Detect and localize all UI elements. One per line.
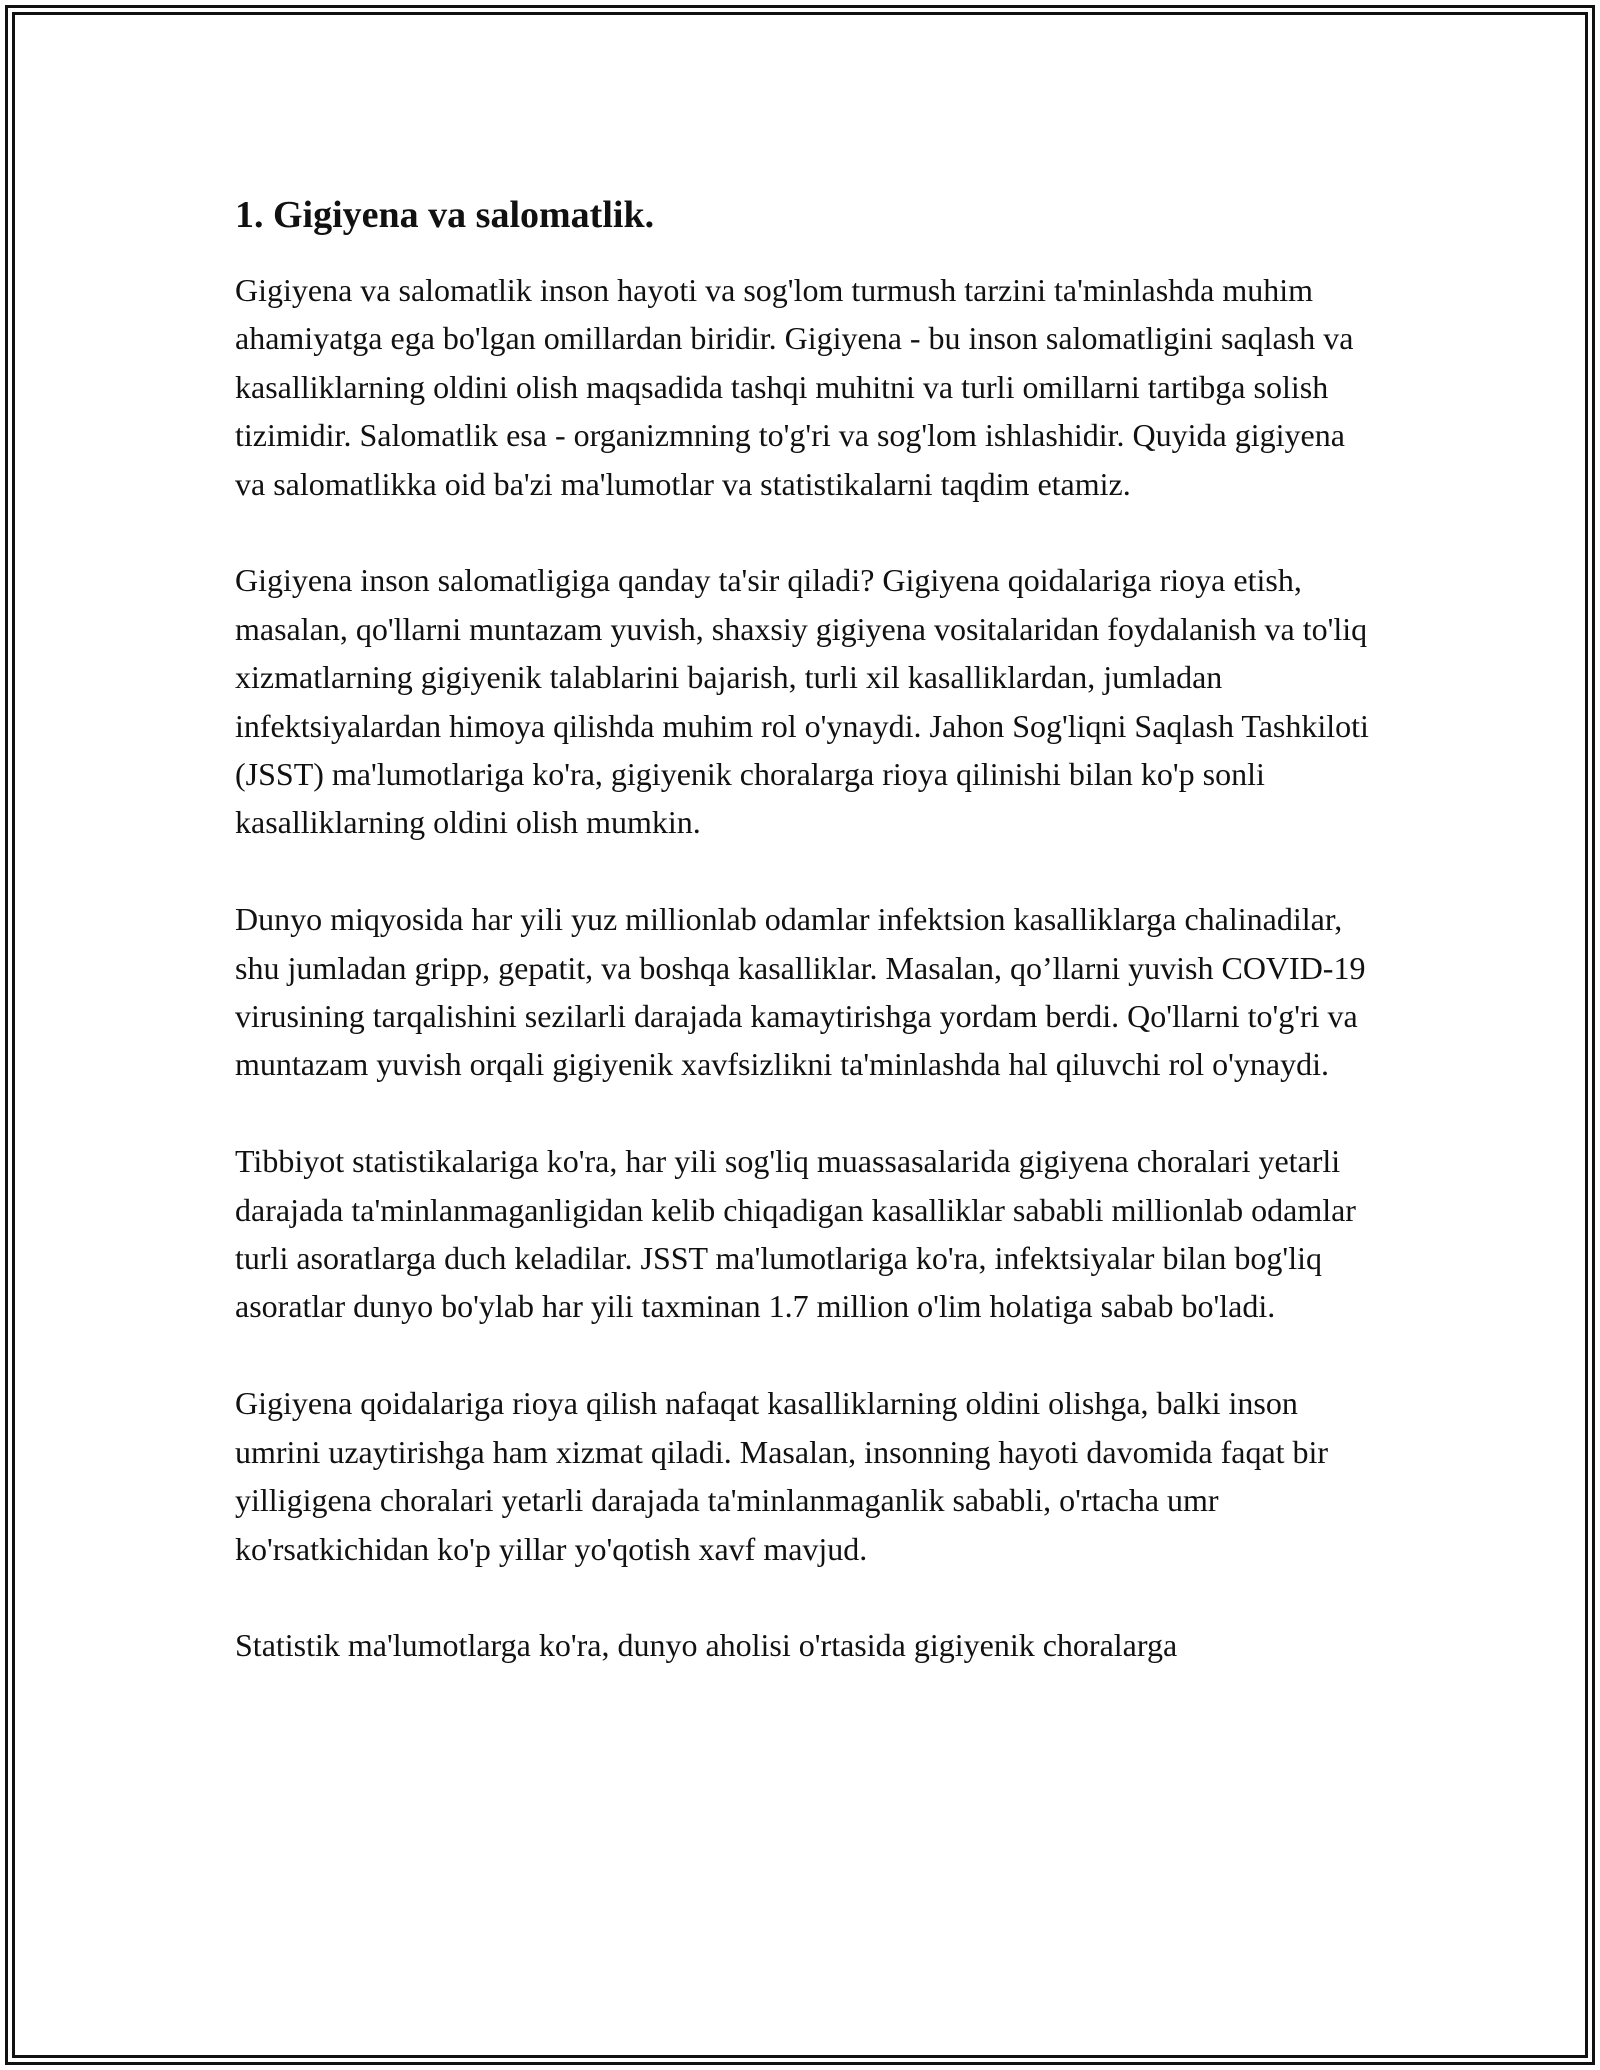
paragraph-life-extension: Gigiyena qoidalariga rioya qilish nafaqat kasalliklarning oldini olishga, balki inson umrini uzaytirishga ham xizmat qiladi. Masalan, insonning hayoti davomida faqat bir yilligigena choralari yetarli darajada ta'minlanmaganlik sababli, o'rtacha umr ko'rsatkichidan ko'p yillar yo'qotish xavf mavjud.	[235, 1385, 1329, 1567]
paragraph-hygiene-effect: Gigiyena inson salomatligiga qanday ta'sir qiladi? Gigiyena qoidalariga rioya etish, masalan, qo'llarni muntazam yuvish, shaxsiy gigiyena vositalaridan foydalanish va to'liq xizmatlarning gigiyenik talablarini bajarish, turli xil kasalliklardan, jumladan infektsiyalardan himoya qilishda muhim rol o'ynaydi. Jahon Sog'liqni Saqlash Tashkiloti (JSST) ma'lumotlariga ko'ra, gigiyenik choralarga rioya qilinishi bilan ko'p sonli kasalliklarning oldini olish mumkin.	[235, 562, 1369, 841]
section-heading: 1. Gigiyena va salomatlik.	[235, 194, 655, 236]
paragraph-world-infections: Dunyo miqyosida har yili yuz millionlab odamlar infektsion kasalliklarga chalinadilar, shu jumladan gripp, gepatit, va boshqa kasalliklar. Masalan, qo’llarni yuvish COVID-19 virusining tarqalishini sezilarli darajada kamaytirishga yordam berdi. Qo'llarni to'g'ri va muntazam yuvish orqali gigiyenik xavfsizlikni ta'minlashda hal qiluvchi rol o'ynaydi.	[235, 901, 1366, 1083]
paragraph-medical-statistics: Tibbiyot statistikalariga ko'ra, har yili sog'liq muassasalarida gigiyena choralari yetarli darajada ta'minlanmaganligidan kelib chiqadigan kasalliklar sababli millionlab odamlar turli asoratlarga duch keladilar. JSST ma'lumotlariga ko'ra, infektsiyalar bilan bog'liq asoratlar dunyo bo'ylab har yili taxminan 1.7 million o'lim holatiga sabab bo'ladi.	[235, 1143, 1356, 1325]
paragraph-statistics-continued: Statistik ma'lumotlarga ko'ra, dunyo aholisi o'rtasida gigiyenik choralarga	[235, 1627, 1178, 1664]
paragraph-intro: Gigiyena va salomatlik inson hayoti va sog'lom turmush tarzini ta'minlashda muhim ahamiyatga ega bo'lgan omillardan biridir. Gigiyena - bu inson salomatligini saqlash va kasalliklarning oldini olish maqsadida tashqi muhitni va turli omillarni tartibga solish tizimidir. Salomatlik esa - organizmning to'g'ri va sog'lom ishlashidir. Quyida gigiyena va salomatlikka oid ba'zi ma'lumotlar va statistikalarni taqdim etamiz.	[235, 272, 1354, 502]
document-body	[235, 180, 1375, 1670]
